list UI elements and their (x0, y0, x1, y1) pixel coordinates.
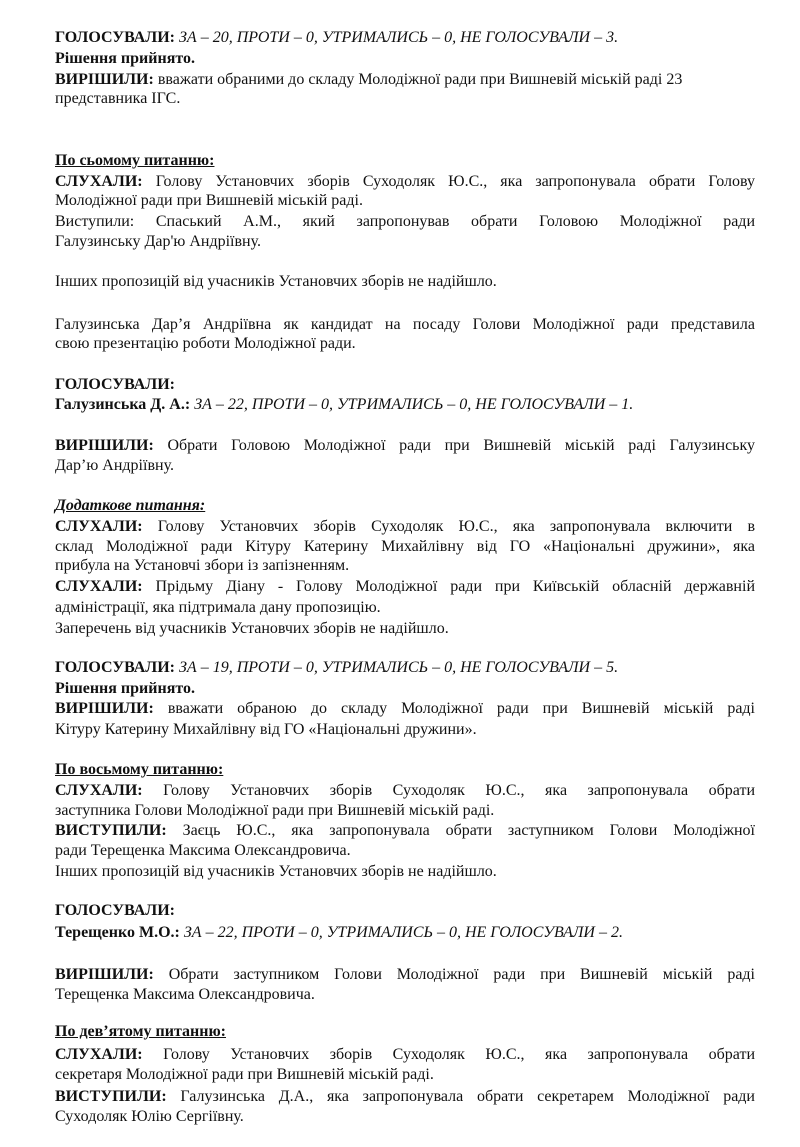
heard-line-q7 (55, 172, 755, 191)
vote-line-q7 (55, 395, 755, 414)
heard-label: СЛУХАЛИ: (55, 518, 143, 535)
spoke-line-q9 (55, 1087, 755, 1106)
vote-label: ГОЛОСУВАЛИ: (55, 29, 175, 46)
presentation-text: Галузинська Дар’я Андріївна як кандидат на посаду Голови Молодіжної ради представила (55, 316, 755, 333)
decided-line-1 (55, 70, 755, 89)
heard-text-cont: склад Молодіжної ради Кітуру Катерину Михайлівну від ГО «Національні дружини», яка (55, 538, 755, 555)
section-heading-q8: По восьмому питанню: (55, 761, 224, 778)
heard-text: Голову Установчих зборів Суходоляк Ю.С., яка запропонувала обрати (163, 1046, 756, 1063)
vote-line-q8 (55, 923, 755, 942)
candidate-name: Галузинська Д. А.: (55, 396, 191, 413)
vote-result: ЗА – 22, ПРОТИ – 0, УТРИМАЛИСЬ – 0, НЕ ГОЛОСУВАЛИ – 2. (183, 924, 623, 941)
heard-text-cont: заступника Голови Молодіжної ради при Вишневій міській раді. (55, 802, 495, 819)
spoke-line-q8 (55, 821, 755, 840)
vote-result: ЗА – 19, ПРОТИ – 0, УТРИМАЛИСЬ – 0, НЕ ГОЛОСУВАЛИ – 5. (179, 659, 619, 676)
section-heading-q7: По сьомому питанню: (55, 152, 215, 169)
decided-text-cont: представника ІГС. (55, 90, 181, 107)
spoke-text-cont: ради Терещенка Максима Олександровича. (55, 842, 351, 859)
spoke-text-q7: Виступили: Спаський А.М., який запропонував обрати Головою Молодіжної ради (55, 213, 755, 230)
heard-text: Голову Установчих зборів Суходоляк Ю.С., яка запропонувала обрати Голову (155, 173, 756, 190)
decided-line-additional (55, 699, 755, 718)
no-other-proposals: Інших пропозицій від учасників Установчих зборів не надійшло. (55, 273, 497, 290)
heard-text: Голову Установчих зборів Суходоляк Ю.С., яка запропонувала включити в (157, 518, 755, 535)
decided-line-q7 (55, 436, 755, 455)
vote-result: ЗА – 22, ПРОТИ – 0, УТРИМАЛИСЬ – 0, НЕ ГОЛОСУВАЛИ – 1. (194, 396, 634, 413)
vote-label-q8: ГОЛОСУВАЛИ: (55, 902, 175, 919)
heard-line-additional (55, 517, 755, 536)
heard2-line-additional (55, 577, 755, 596)
section-heading-additional: Додаткове питання: (55, 497, 206, 514)
spoke-text: Галузинська Д.А., яка запропонувала обрати секретарем Молодіжної ради (180, 1088, 755, 1105)
heard-label: СЛУХАЛИ: (55, 578, 143, 595)
heard-text-cont: Молодіжної ради при Вишневій міській раді. (55, 192, 363, 209)
vote-label: ГОЛОСУВАЛИ: (55, 659, 175, 676)
section-heading-q9: По дев’ятому питанню: (55, 1023, 226, 1040)
decided-label: ВИРІШИЛИ: (55, 700, 154, 717)
heard-text: Голову Установчих зборів Суходоляк Ю.С., яка запропонувала обрати (163, 782, 756, 799)
decided-line-q8 (55, 965, 755, 984)
decided-label: ВИРІШИЛИ: (55, 437, 154, 454)
heard-label: СЛУХАЛИ: (55, 173, 143, 190)
heard-text: Прідьму Діану - Голову Молодіжної ради при Київській обласній державній (155, 578, 756, 595)
no-other-proposals: Інших пропозицій від учасників Установчих зборів не надійшло. (55, 863, 497, 880)
spoke-label: ВИСТУПИЛИ: (55, 1088, 167, 1105)
decided-label: ВИРІШИЛИ: (55, 71, 154, 88)
heard-line-q9 (55, 1045, 755, 1064)
decision-accepted: Рішення прийнято. (55, 50, 195, 67)
heard-line-q8 (55, 781, 755, 800)
vote-label-q7: ГОЛОСУВАЛИ: (55, 376, 175, 393)
no-objections: Заперечень від учасників Установчих зборів не надійшло. (55, 620, 449, 637)
vote-line-1 (55, 28, 755, 47)
heard-label: СЛУХАЛИ: (55, 782, 143, 799)
decided-text: вважати обраними до складу Молодіжної ради при Вишневій міській раді 23 (157, 71, 683, 88)
decided-text-cont: Дар’ю Андріївну. (55, 457, 174, 474)
spoke-text-cont: Суходоляк Юлію Сергіївну. (55, 1108, 244, 1125)
presentation-text-cont: свою презентацію роботи Молодіжної ради. (55, 335, 356, 352)
spoke-label: ВИСТУПИЛИ: (55, 822, 167, 839)
decided-text-cont: Кітуру Катерину Михайлівну від ГО «Національні дружини». (55, 721, 477, 738)
decided-text-cont: Терещенка Максима Олександровича. (55, 986, 315, 1003)
vote-line-additional (55, 658, 755, 677)
decided-text: Обрати Головою Молодіжної ради при Вишневій міській раді Галузинську (167, 437, 756, 454)
heard-text-cont: секретаря Молодіжної ради при Вишневій міській раді. (55, 1066, 434, 1083)
heard2-text-cont: адміністрації, яка підтримала дану пропозицію. (55, 599, 381, 616)
heard-text-cont-2: прибула на Установчі збори із запізненням. (55, 557, 350, 574)
spoke-text: Заєць Ю.С., яка запропонувала обрати заступником Голови Молодіжної (182, 822, 755, 839)
decided-label: ВИРІШИЛИ: (55, 966, 154, 983)
heard-label: СЛУХАЛИ: (55, 1046, 143, 1063)
vote-result: ЗА – 20, ПРОТИ – 0, УТРИМАЛИСЬ – 0, НЕ ГОЛОСУВАЛИ – 3. (179, 29, 619, 46)
decided-text: Обрати заступником Голови Молодіжної ради при Вишневій міській раді (168, 966, 756, 983)
decided-text: вважати обраною до складу Молодіжної ради при Вишневій міській раді (167, 700, 756, 717)
candidate-name: Терещенко М.О.: (55, 924, 180, 941)
decision-accepted: Рішення прийнято. (55, 680, 195, 697)
spoke-text-cont: Галузинську Дар'ю Андріївну. (55, 233, 261, 250)
